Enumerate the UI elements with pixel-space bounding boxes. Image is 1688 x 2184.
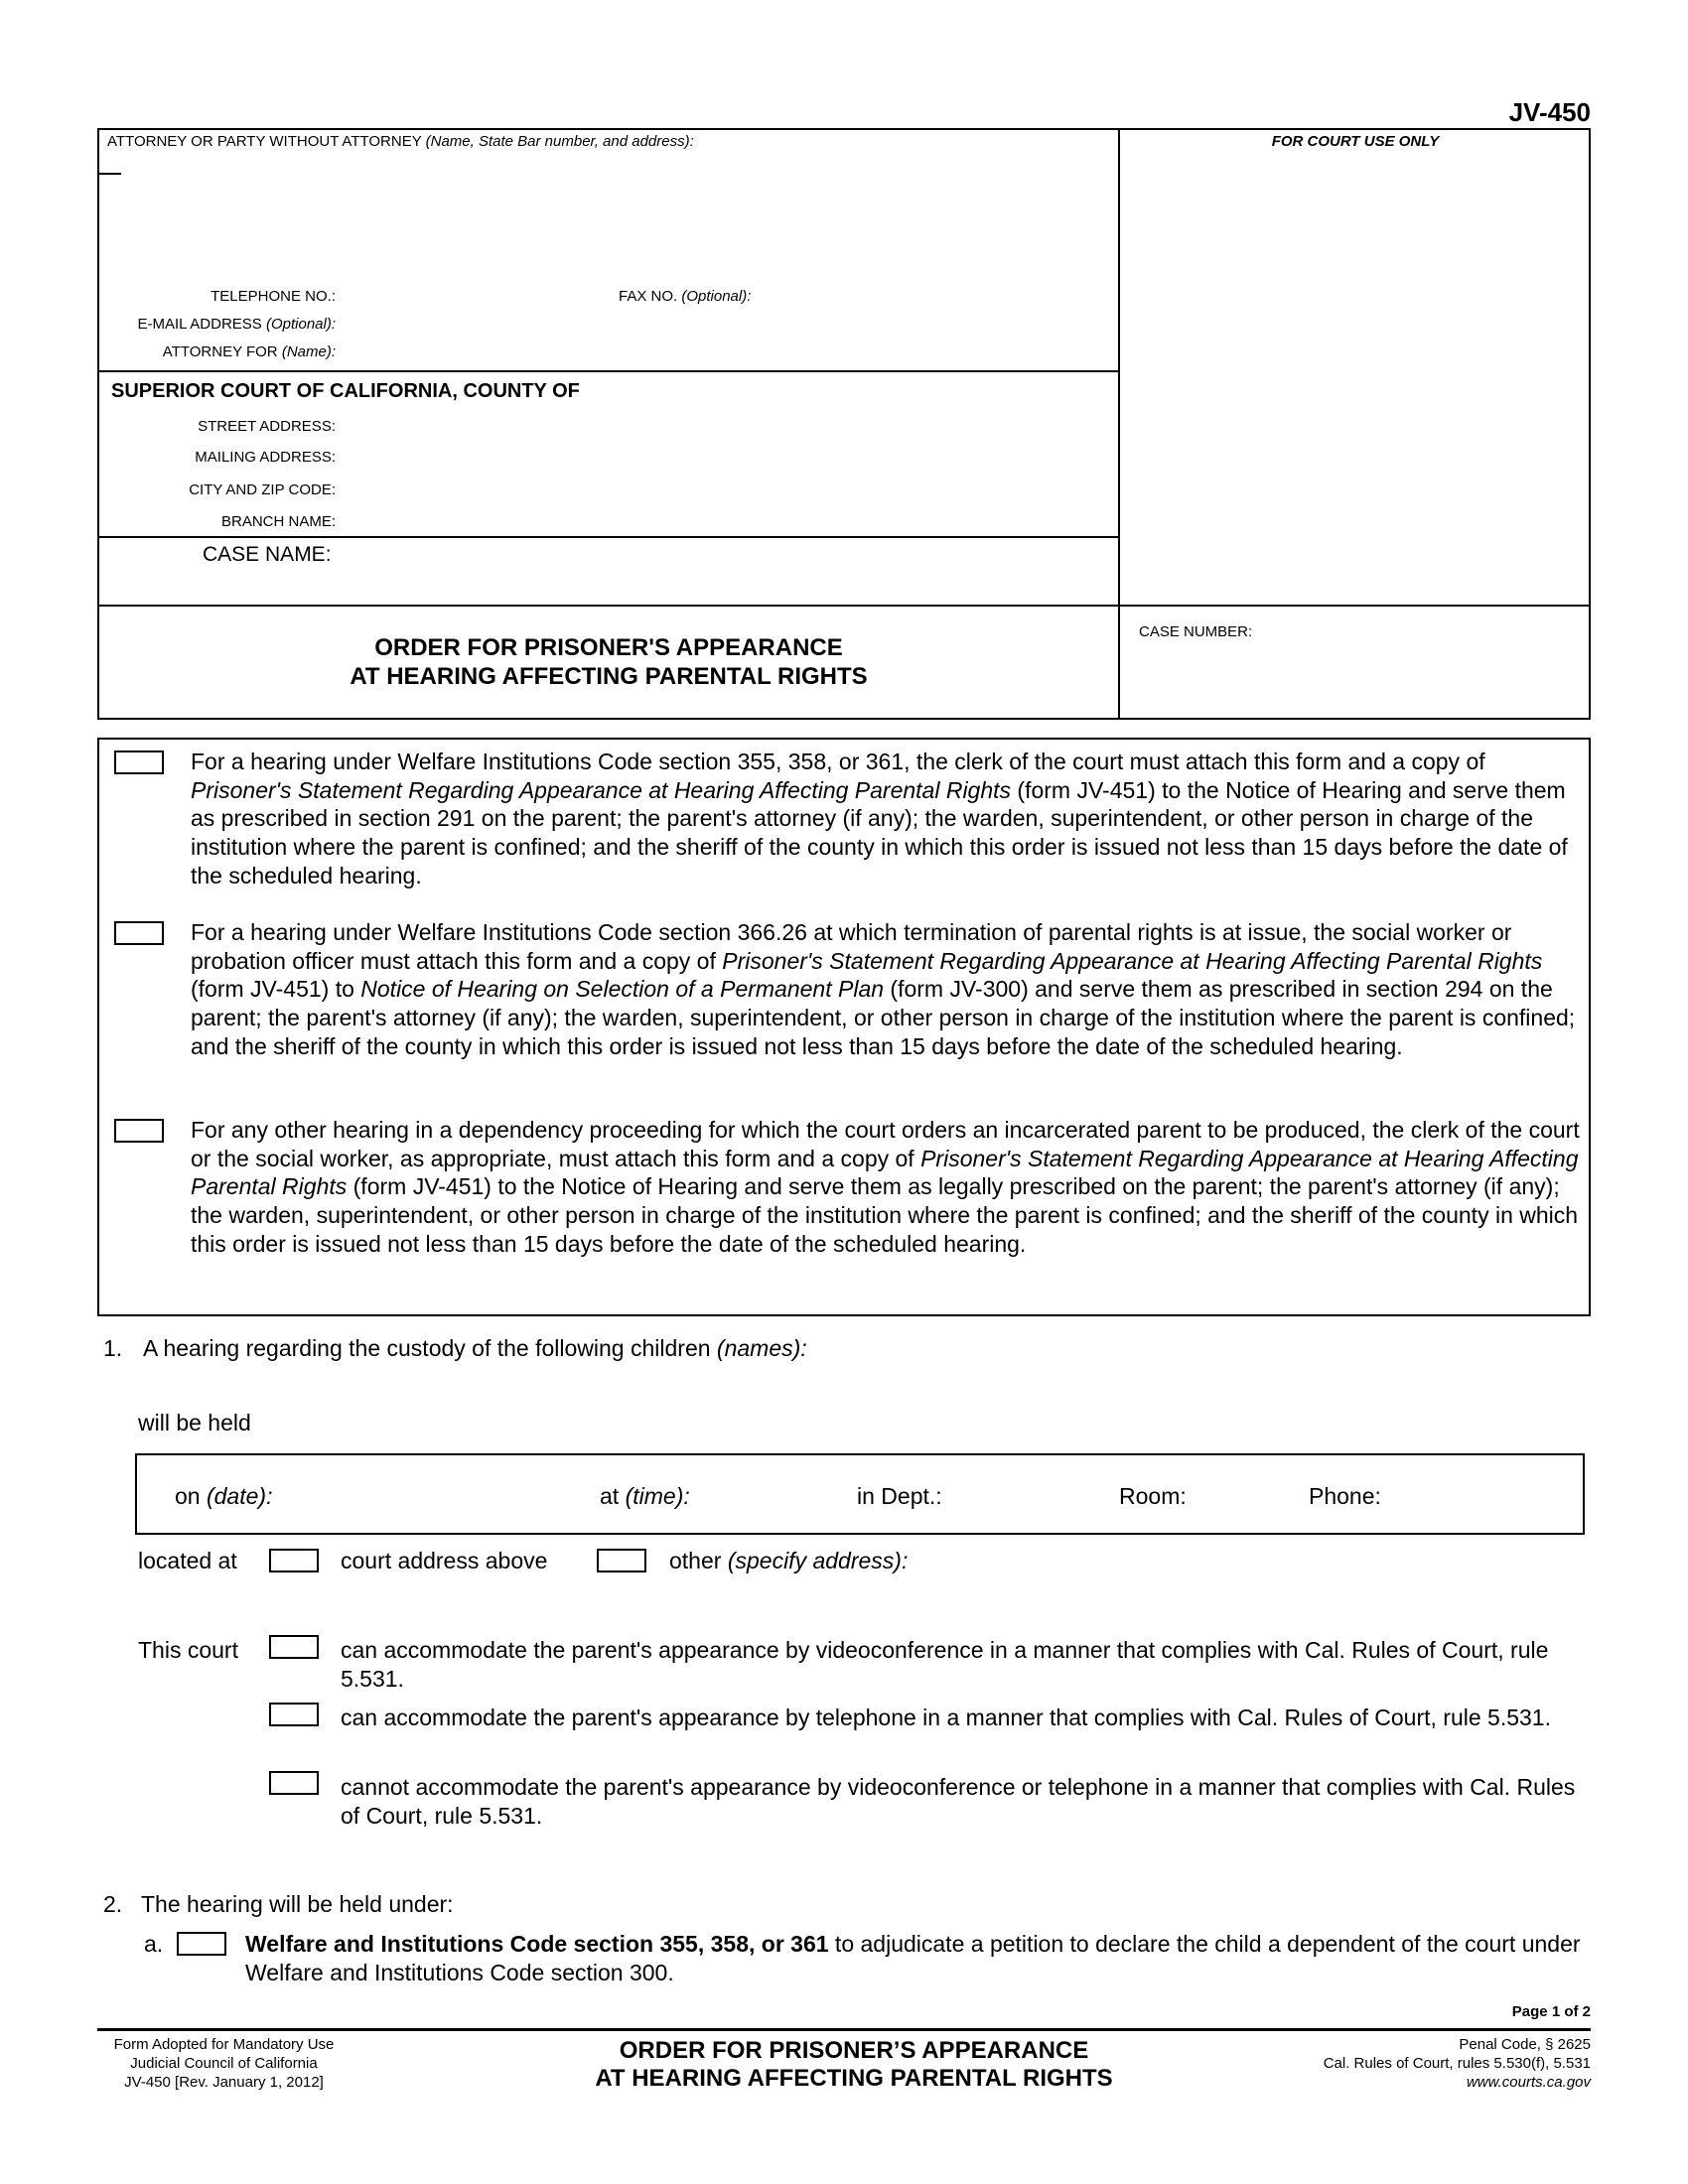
footer-left-line3: JV-450 [Rev. January 1, 2012] [124,2074,324,2091]
city-zip-label: CITY AND ZIP CODE: [189,481,336,498]
court-address-label: court address above [341,1548,548,1573]
attorney-label-text: ATTORNEY OR PARTY WITHOUT ATTORNEY [107,133,422,150]
divider [97,370,1120,372]
attorney-field[interactable] [107,159,1110,288]
item1-text-note: (names): [716,1335,807,1361]
form-title-line1: ORDER FOR PRISONER'S APPEARANCE [374,634,843,661]
item1-number: 1. [103,1335,123,1361]
footer-website-link[interactable]: www.courts.ca.gov [1466,2074,1591,2091]
phone-label: Phone: [1309,1483,1381,1509]
telephone-checkbox[interactable] [269,1703,319,1726]
instruction-text: For a hearing under Welfare Institutions Code section 355, 358, or 361, the clerk of the court must attach this form and a copy of [191,749,1485,774]
telephone-field[interactable] [343,284,611,306]
email-label-text: E-MAIL ADDRESS [137,316,262,333]
item2a-letter: a. [144,1931,164,1957]
mailing-address-label: MAILING ADDRESS: [195,449,336,466]
county-field[interactable] [635,377,1107,403]
room-field[interactable] [1196,1477,1301,1513]
item2a-text-rest: to adjudicate a petition to declare the child a dependent of the court under Welfare and Institutions Code section 300. [245,1931,1581,1985]
room-label: Room: [1119,1483,1187,1509]
time-label-text: at [600,1483,620,1509]
other-address-label-note: (specify address): [727,1548,909,1573]
time-label [600,1482,690,1511]
court-address-fields[interactable] [343,413,1107,532]
attorney-label [107,133,694,150]
cannot-accommodate-option: cannot accommodate the parent's appearance by videoconference or telephone in a manner that complies with Cal. Rules of Court, rule 5.531. [341,1774,1576,1829]
footer-title-line2: AT HEARING AFFECTING PARENTAL RIGHTS [595,2065,1113,2092]
instruction-text: (form JV-451) to the Notice of Hearing and serve them as legally prescribed on the parent; the parent's attorney (if any); the warden, superintendent, or other person in charge of the institution where the parent is confined; and the sheriff of the county in which this order is issued not less than 15 days before the date of the scheduled hearing. [191,1173,1579,1257]
this-court-label: This court [138,1637,238,1663]
divider [97,605,1591,607]
form-reference: Notice of Hearing on Selection of a Permanent Plan [360,976,885,1003]
fax-label-note: (Optional): [681,288,752,305]
instruction-text: For a hearing under Welfare Institutions Code section 366.26 at which termination of parental rights is at issue, the social worker or probation officer must attach this form and a copy of [191,919,1512,974]
case-number-label: CASE NUMBER: [1139,623,1253,640]
caption-divider [1118,128,1120,720]
form-reference: Prisoner's Statement Regarding Appearance at Hearing Affecting Parental Rights [191,1145,1579,1200]
other-address-label [669,1547,908,1575]
item2a-text [245,1930,1586,1986]
footer-left-line1: Form Adopted for Mandatory Use [113,2036,335,2053]
date-label-text: on [175,1483,201,1509]
form-reference: Prisoner's Statement Regarding Appearance at Hearing Affecting Parental Rights [722,947,1543,974]
item2a-checkbox[interactable] [177,1932,226,1956]
instruction-text: (form JV-451) to [191,976,361,1003]
case-name-label: CASE NAME: [203,543,332,566]
item2-number: 2. [103,1891,123,1917]
footer-title-line1: ORDER FOR PRISONER’S APPEARANCE [619,2037,1089,2064]
fax-field[interactable] [774,284,1102,306]
time-label-note: (time): [625,1483,690,1509]
instruction-paragraph [191,748,1589,890]
attorney-for-label-note: (Name): [281,343,336,360]
footer-rule [97,2028,1591,2031]
page-number: Page 1 of 2 [1511,2003,1591,2020]
item1-text-main: A hearing regarding the custody of the following children [143,1335,711,1361]
telephone-label: TELEPHONE NO.: [211,288,336,305]
case-name-field[interactable] [343,542,1107,597]
will-be-held-label: will be held [138,1410,251,1435]
branch-name-label: BRANCH NAME: [220,513,336,530]
form-reference: Prisoner's Statement Regarding Appearance at Hearing Affecting Parental Rights [191,776,1012,803]
instruction-text: (form JV-300) and serve them as prescribed in section 294 on the parent; the parent's attorney (if any); the warden, superintendent, or other person in charge of the institution where the parent is confined; and the sheriff of the county in which this order is issued not less than 15 days before the date of the scheduled hearing. [191,976,1576,1059]
form-title-line2: AT HEARING AFFECTING PARENTAL RIGHTS [350,663,868,690]
item2-text: The hearing will be held under: [141,1891,454,1917]
email-label [87,316,336,333]
attorney-for-label [87,343,336,360]
item1-text [143,1334,807,1363]
other-address-label-text: other [669,1548,722,1573]
court-address-checkbox[interactable] [269,1549,319,1572]
other-address-field[interactable] [933,1545,1579,1604]
court-use-label: FOR COURT USE ONLY [1271,133,1440,150]
footer-left [97,2035,351,2092]
instruction-checkbox[interactable] [114,1119,164,1143]
divider [97,536,1120,538]
instruction-text: For any other hearing in a dependency proceeding for which the court orders an incarcerated parent to be produced, the clerk of the court or the social worker, as appropriate, must attach this form and a copy of [191,1117,1580,1171]
dept-field[interactable] [958,1477,1107,1513]
date-label-note: (date): [206,1483,273,1509]
footer-title [447,2037,1261,2093]
fax-label-text: FAX NO. [619,288,678,305]
attorney-for-field[interactable] [343,340,1107,361]
form-title [97,633,1120,691]
time-field[interactable] [707,1477,846,1513]
children-names-field[interactable] [143,1366,1583,1406]
attorney-label-note: (Name, State Bar number, and address): [425,133,694,150]
instruction-checkbox[interactable] [114,921,164,945]
footer-right [1324,2035,1591,2092]
fax-label [619,288,751,305]
footer-right-line2: Cal. Rules of Court, rules 5.530(f), 5.531 [1323,2055,1591,2072]
street-address-label: STREET ADDRESS: [198,418,336,435]
attorney-for-label-text: ATTORNEY FOR [162,343,278,360]
videoconference-option: can accommodate the parent's appearance by videoconference in a manner that complies with Cal. Rules of Court, rule 5.531. [341,1637,1549,1692]
instruction-paragraph [191,918,1589,1061]
phone-field[interactable] [1395,1477,1579,1513]
telephone-option: can accommodate the parent's appearance by telephone in a manner that complies with Cal. Rules of Court, rule 5.531. [341,1705,1551,1730]
form-id: JV-450 [1508,97,1591,127]
email-label-note: (Optional): [265,316,336,333]
case-number-field[interactable] [1139,647,1576,707]
videoconference-checkbox[interactable] [269,1635,319,1659]
date-label [175,1482,272,1511]
dept-label: in Dept.: [857,1483,942,1509]
footer-right-line1: Penal Code, § 2625 [1459,2036,1591,2053]
footer-left-line2: Judicial Council of California [130,2055,318,2072]
instruction-text: (form JV-451) to the Notice of Hearing and serve them as prescribed in section 291 on the parent; the parent's attorney (if any); the warden, superintendent, or other person in charge of the institution where the parent is confined; and the sheriff of the county in which this order is issued not less than 15 days before the date of the scheduled hearing. [191,776,1568,888]
located-at-label: located at [138,1548,237,1573]
date-field[interactable] [288,1477,586,1513]
cannot-accommodate-checkbox[interactable] [269,1771,319,1795]
court-heading: SUPERIOR COURT OF CALIFORNIA, COUNTY OF [111,380,580,402]
email-field[interactable] [343,312,1107,334]
item2a-text-bold: Welfare and Institutions Code section 355, 358, or 361 [245,1931,829,1957]
other-address-checkbox[interactable] [597,1549,646,1572]
instruction-paragraph [191,1116,1589,1259]
instruction-checkbox[interactable] [114,751,164,774]
